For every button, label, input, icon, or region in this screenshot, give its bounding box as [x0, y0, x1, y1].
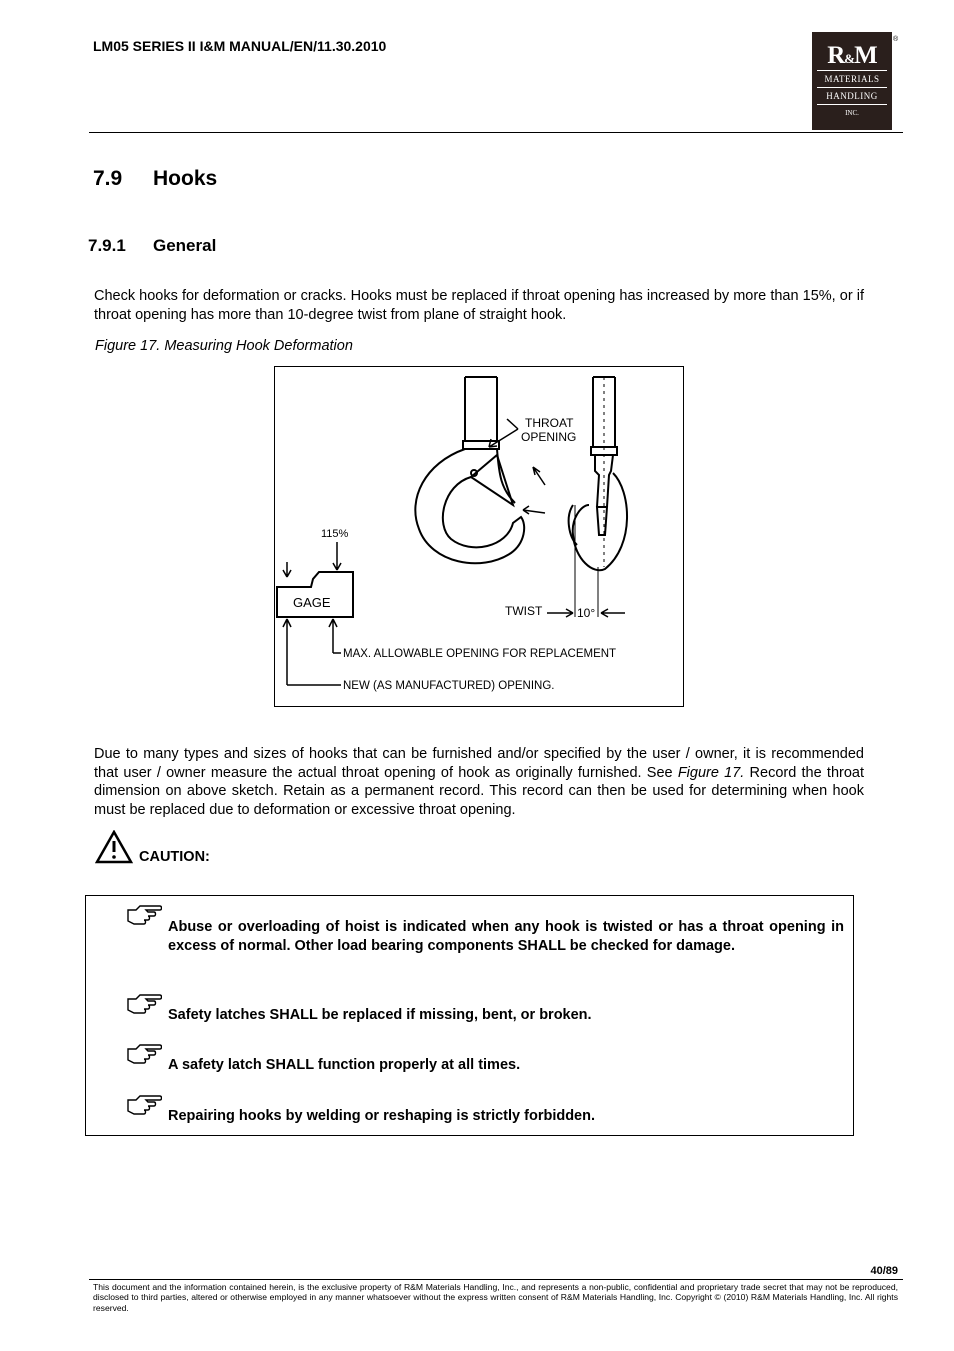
caution-item: A safety latch SHALL function properly at all times. [168, 1057, 521, 1073]
figure-reference: Figure 17. [677, 764, 745, 781]
registered-mark: ® [893, 36, 899, 43]
subsection-heading [88, 236, 216, 256]
pointing-hand-icon [126, 1094, 162, 1121]
legal-notice: This document and the information contained herein, is the exclusive property of R&M Materials Handling, Inc., and represents a non-public, confidential and proprietary trade secret that may not be reproduced, disclosed to third parties, altered or otherwise employed in any manner whatsoever without the express written consent of R&M Materials Handling, Inc. Copyright © (2010) R&M Materials Handling, Inc. All rights reserved. [93, 1282, 898, 1313]
section-heading [93, 167, 217, 191]
caution-item: Safety latches SHALL be replaced if missing, bent, or broken. [168, 1007, 592, 1023]
caution-box [85, 895, 854, 1136]
figure-caption: Figure 17. Measuring Hook Deformation [95, 338, 353, 354]
svg-text:MAX. ALLOWABLE OPENING FOR REP: MAX. ALLOWABLE OPENING FOR REPLACEMENT [343, 648, 617, 660]
straight-hook-drawing [415, 377, 524, 563]
hook-diagram [275, 367, 683, 706]
subsection-title: General [153, 236, 217, 255]
general-paragraph: Check hooks for deformation or cracks. Hooks must be replaced if throat opening has increased by more than 15%, or if throat opening has more than 10-degree twist from plane of straight hook. [94, 288, 864, 323]
svg-text:NEW (AS MANUFACTURED) OPENING.: NEW (AS MANUFACTURED) OPENING. [343, 680, 555, 692]
subsection-number: 7.9.1 [88, 236, 126, 255]
section-title: Hooks [153, 167, 218, 190]
svg-text:115%: 115% [321, 528, 349, 540]
header-divider [89, 132, 903, 133]
caution-item: Repairing hooks by welding or reshaping is strictly forbidden. [168, 1108, 596, 1124]
svg-text:10°: 10° [577, 606, 596, 620]
recommendation-paragraph: Due to many types and sizes of hooks that can be furnished and/or specified by the user / owner, it is recommended that user / owner measure the actual throat opening of hook as originally furnished. See Figure 17. Record the throat dimension on above sketch. Retain as a permanent record. This record can then be used for determining when hook must be replaced due to deformation or excessive throat opening. [94, 746, 864, 818]
svg-text:GAGE: GAGE [293, 595, 331, 610]
hook-deformation-figure [274, 366, 684, 707]
page-number: 40/89 [870, 1265, 898, 1277]
section-number: 7.9 [93, 167, 123, 190]
caution-item: Abuse or overloading of hoist is indicated when any hook is twisted or has a throat opening in excess of normal. Other load bearing components SHALL be checked for damage. [168, 919, 844, 954]
pointing-hand-icon [126, 1043, 162, 1070]
rm-logo: R&M MATERIALS HANDLING INC. [812, 32, 892, 130]
footer-divider [89, 1279, 903, 1280]
gage-tool [277, 542, 353, 685]
svg-text:TWIST: TWIST [505, 604, 543, 618]
svg-text:OPENING: OPENING [521, 430, 577, 444]
pointing-hand-icon [126, 993, 162, 1020]
side-hook-drawing [569, 377, 627, 570]
warning-triangle-icon [95, 830, 133, 869]
svg-text:THROAT: THROAT [525, 416, 574, 430]
caution-label: CAUTION: [139, 849, 210, 865]
pointing-hand-icon [126, 904, 162, 931]
document-header: LM05 SERIES II I&M MANUAL/EN/11.30.2010 [93, 38, 387, 54]
